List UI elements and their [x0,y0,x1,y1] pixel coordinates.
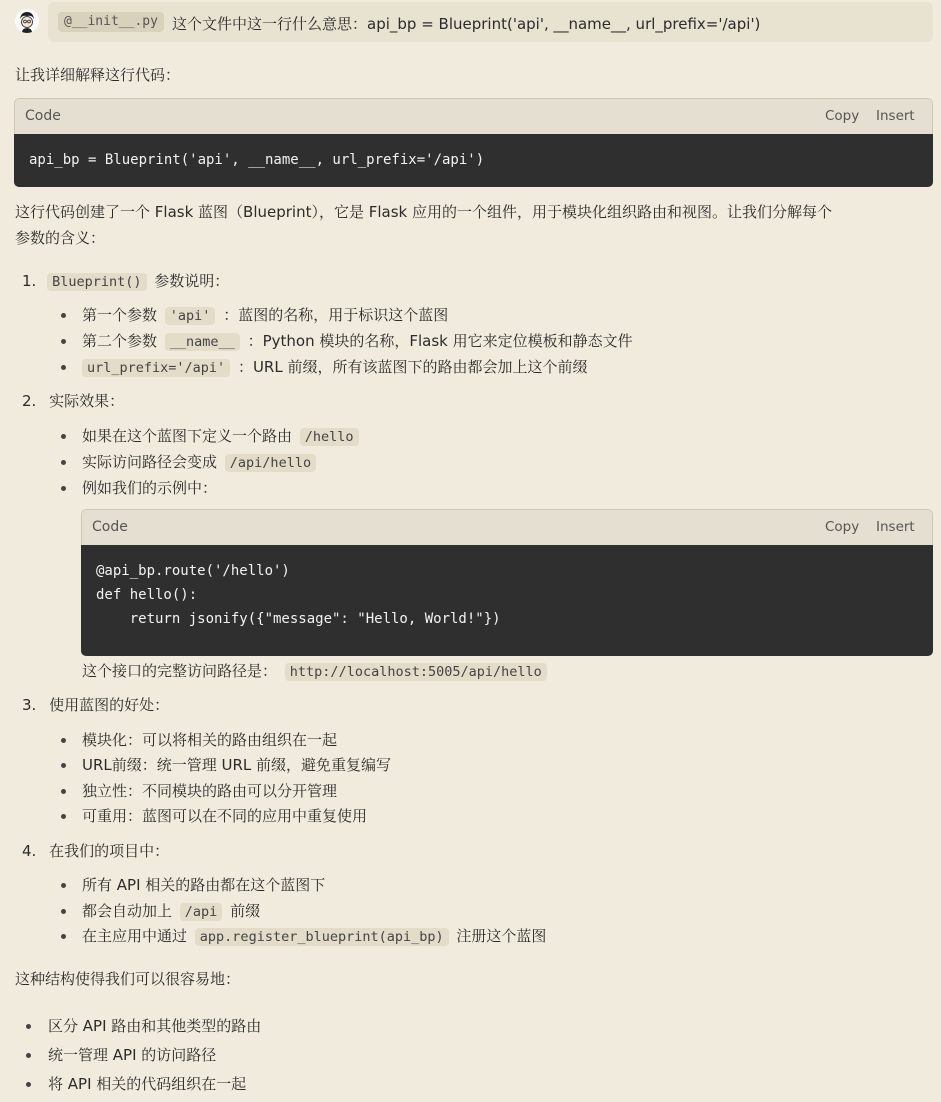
code-line: @api_bp.route('/hello') [96,563,290,579]
bullet [61,789,66,794]
user-avatar [15,9,39,33]
bullet [61,883,66,888]
explanation-line: 参数的含义： [15,229,106,247]
inline-code: __name__ [165,333,240,351]
bullet [61,763,66,768]
bullet [61,486,66,491]
sub-item-text: 都会自动加上 [82,902,173,920]
sub-item-text: 所有 API 相关的路由都在这个蓝图下 [82,876,326,894]
sub-list-item [82,425,362,446]
sub-item-text: ：Python 模块的名称，Flask 用它来定位模板和静态文件 [247,332,633,350]
sub-list-item [82,477,217,498]
sub-list-item [82,874,325,895]
summary-item: 将 API 相关的代码组织在一起 [48,1075,247,1093]
insert-button[interactable]: Insert [876,108,915,124]
sub-item-text: ：蓝图的名称，用于标识这个蓝图 [223,306,449,324]
summary-text: 这种结构使得我们可以很容易地： [15,970,241,988]
inline-code: 'api' [165,307,216,325]
explanation-line: 这行代码创建了一个 Flask 蓝图（Blueprint），它是 Flask 应用的一个组件，用于模块化组织路由和视图。让我们分解每个 [15,203,832,221]
list-number: 3. [22,696,37,714]
bullet [61,313,66,318]
list-title: 在我们的项目中： [49,842,170,860]
sub-list-item [82,330,633,351]
inline-code: /hello [300,428,359,446]
explanation-paragraph [15,199,930,251]
code-line: return jsonify({"message": "Hello, World!"}) [96,611,501,627]
insert-button[interactable]: Insert [876,519,915,535]
sub-item-text: 注册这个蓝图 [456,927,547,945]
sub-item-text: 第一个参数 [82,306,158,324]
sub-list-item: 模块化：可以将相关的路由组织在一起 [82,731,338,749]
intro-text: 让我详细解释这行代码： [15,66,181,84]
sub-list-item: 独立性：不同模块的路由可以分开管理 [82,782,338,800]
bullet [26,1053,31,1058]
bullet [61,738,66,743]
list-title: 实际效果： [49,392,125,410]
inline-code: /api [180,903,223,921]
code-block-header [81,509,933,545]
sub-item-text: 如果在这个蓝图下定义一个路由 [82,427,293,445]
sub-list-item: 可重用：蓝图可以在不同的应用中重复使用 [82,807,368,825]
summary-item: 区分 API 路由和其他类型的路由 [48,1017,262,1035]
access-path-label: 这个接口的完整访问路径是： [82,662,278,680]
bullet [61,434,66,439]
code-line: def hello(): [96,587,198,603]
list-number: 4. [22,842,37,860]
inline-code: url_prefix='/api' [82,359,230,377]
sub-item-text: 实际访问路径会变成 [82,453,218,471]
file-reference-chip[interactable]: @__init__.py [58,12,164,32]
access-path-line [82,660,550,681]
bullet [61,934,66,939]
sub-item-text: 前缀 [230,902,261,920]
list-item-4 [22,840,169,861]
inline-code: /api/hello [225,454,316,472]
bullet [61,460,66,465]
inline-code: http://localhost:5005/api/hello [285,663,547,681]
sub-list-item [82,900,260,921]
code-label: Code [92,519,128,535]
sub-list-item [79,356,587,377]
inline-code: Blueprint() [47,273,146,291]
list-item-1 [22,270,229,291]
copy-button[interactable]: Copy [825,108,860,124]
bullet [26,1024,31,1029]
code-block [14,98,933,187]
list-title: 使用蓝图的好处： [49,696,170,714]
code-content [81,545,933,656]
inline-code: app.register_blueprint(api_bp) [195,928,449,946]
list-number: 2. [22,392,37,410]
list-title: 参数说明： [154,272,230,290]
bullet [26,1082,31,1087]
code-content: api_bp = Blueprint('api', __name__, url_prefix='/api') [14,134,933,187]
sub-list-item [82,451,319,472]
sub-item-text: 在主应用中通过 [82,927,188,945]
user-message-row [0,0,941,44]
copy-button[interactable]: Copy [825,519,860,535]
summary-item: 统一管理 API 的访问路径 [48,1046,217,1064]
code-label: Code [25,108,61,124]
bullet [61,339,66,344]
sub-list-item [82,304,448,325]
sub-list-item: URL前缀：统一管理 URL 前缀，避免重复编写 [82,756,392,774]
bullet [61,814,66,819]
sub-item-text: 第二个参数 [82,332,158,350]
sub-item-text: 例如我们的示例中： [82,479,218,497]
sub-list-item [82,925,546,946]
user-message-bubble [48,2,933,42]
list-number: 1. [22,272,37,290]
sub-item-text: ：URL 前缀，所有该蓝图下的路由都会加上这个前缀 [237,358,588,376]
user-message-text: 这个文件中这一行什么意思：api_bp = Blueprint('api', __name__, url_prefix='/api') [172,15,761,33]
code-block [81,509,933,656]
list-item-3 [22,694,169,715]
bullet [61,365,66,370]
bullet [61,909,66,914]
code-block-header [14,98,933,134]
list-item-2 [22,390,124,411]
